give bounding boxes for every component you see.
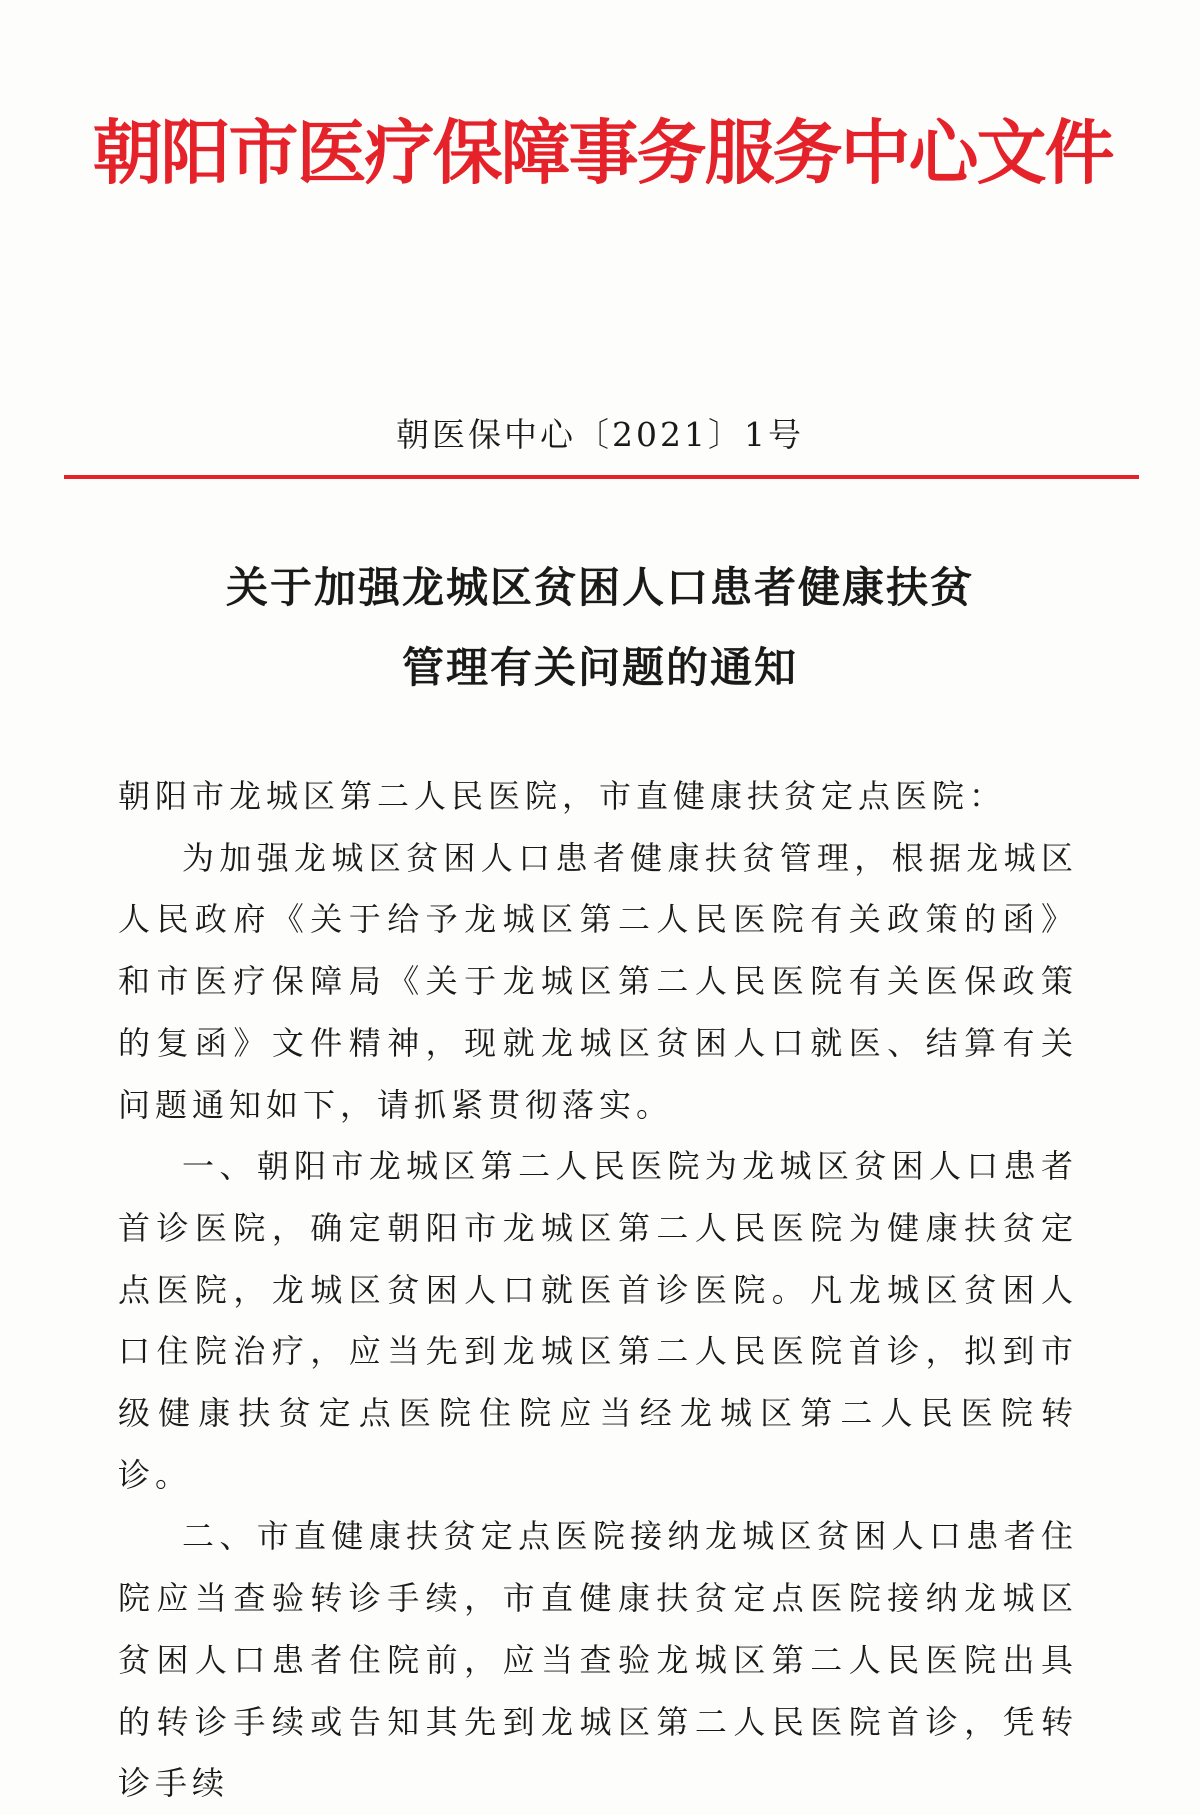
notice-title: [0, 548, 1200, 708]
header-title: 朝阳市医疗保障事务服务中心文件: [92, 112, 1113, 194]
salutation: 朝阳市龙城区第二人民医院，市直健康扶贫定点医院：: [118, 777, 1007, 815]
notice-body: [118, 766, 1078, 1815]
paragraph-intro: 为加强龙城区贫困人口患者健康扶贫管理，根据龙城区人民政府《关于给予龙城区第二人民医院有关政策的函》和市医疗保障局《关于龙城区第二人民医院有关医保政策的复函》文件精神，现就龙城区贫困人口就医、结算有关问题通知如下，请抓紧贯彻落实。: [118, 838, 1078, 1124]
paragraph-item-2: 二、市直健康扶贫定点医院接纳龙城区贫困人口患者住院应当查验转诊手续，市直健康扶贫定点医院接纳龙城区贫困人口患者住院前，应当查验龙城区第二人民医院出具的转诊手续或告知其先到龙城区第二人民医院首诊，凭转诊手续: [118, 1517, 1078, 1803]
red-divider: [64, 475, 1139, 479]
notice-title-line-1: 关于加强龙城区贫困人口患者健康扶贫: [225, 563, 974, 612]
notice-title-line-2: 管理有关问题的通知: [401, 643, 798, 692]
document-number: 朝医保中心〔2021〕1号: [396, 415, 804, 454]
paragraph-item-1: 一、朝阳市龙城区第二人民医院为龙城区贫困人口患者首诊医院，确定朝阳市龙城区第二人民医院为健康扶贫定点医院，龙城区贫困人口就医首诊医院。凡龙城区贫困人口住院治疗，应当先到龙城区第二人民医院首诊，拟到市级健康扶贫定点医院住院应当经龙城区第二人民医院转诊。: [118, 1147, 1078, 1494]
